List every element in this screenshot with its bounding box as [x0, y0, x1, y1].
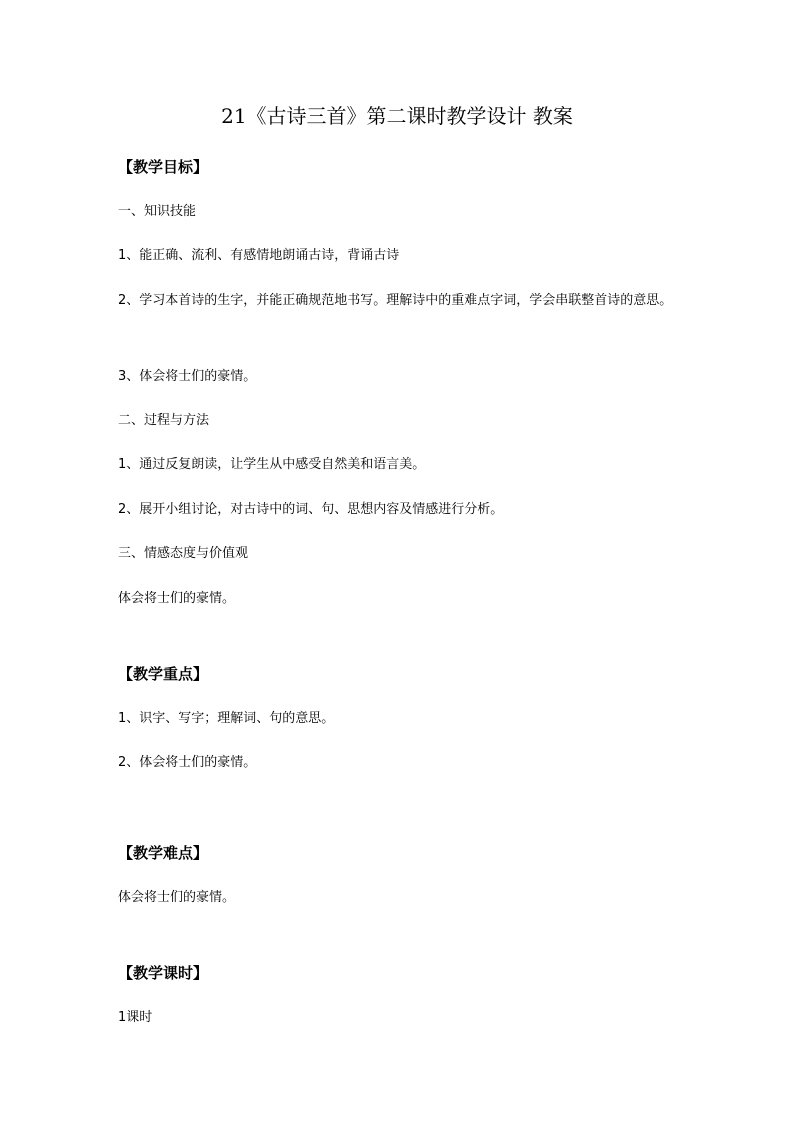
- document-title: 21《古诗三首》第二课时教学设计 教案: [221, 104, 573, 128]
- process-item-1: 1、通过反复朗读，让学生从中感受自然美和语言美。: [118, 457, 426, 472]
- section-values-title: 三、情感态度与价值观: [118, 546, 249, 561]
- values-item-1: 体会将士们的豪情。: [118, 591, 236, 606]
- hours-item-1: 1课时: [118, 1010, 153, 1025]
- objective-item-3: 3、体会将士们的豪情。: [118, 369, 257, 384]
- difficulties-heading: 【教学难点】: [118, 844, 209, 862]
- key-point-item-1: 1、识字、写字；理解词、句的意思。: [118, 711, 335, 726]
- key-point-item-2: 2、体会将士们的豪情。: [118, 755, 257, 770]
- section-knowledge-title: 一、知识技能: [118, 204, 197, 219]
- objective-item-1: 1、能正确、流利、有感情地朗诵古诗，背诵古诗: [118, 248, 400, 263]
- objective-item-2: 2、学习本首诗的生字，并能正确规范地书写。理解诗中的重难点字词，学会串联整首诗的意思。: [118, 293, 673, 308]
- section-process-title: 二、过程与方法: [118, 413, 210, 428]
- key-points-heading: 【教学重点】: [118, 665, 209, 683]
- difficulty-item-1: 体会将士们的豪情。: [118, 890, 236, 905]
- process-item-2: 2、展开小组讨论，对古诗中的词、句、思想内容及情感进行分析。: [118, 502, 504, 517]
- objectives-heading: 【教学目标】: [118, 158, 209, 176]
- hours-heading: 【教学课时】: [118, 964, 209, 982]
